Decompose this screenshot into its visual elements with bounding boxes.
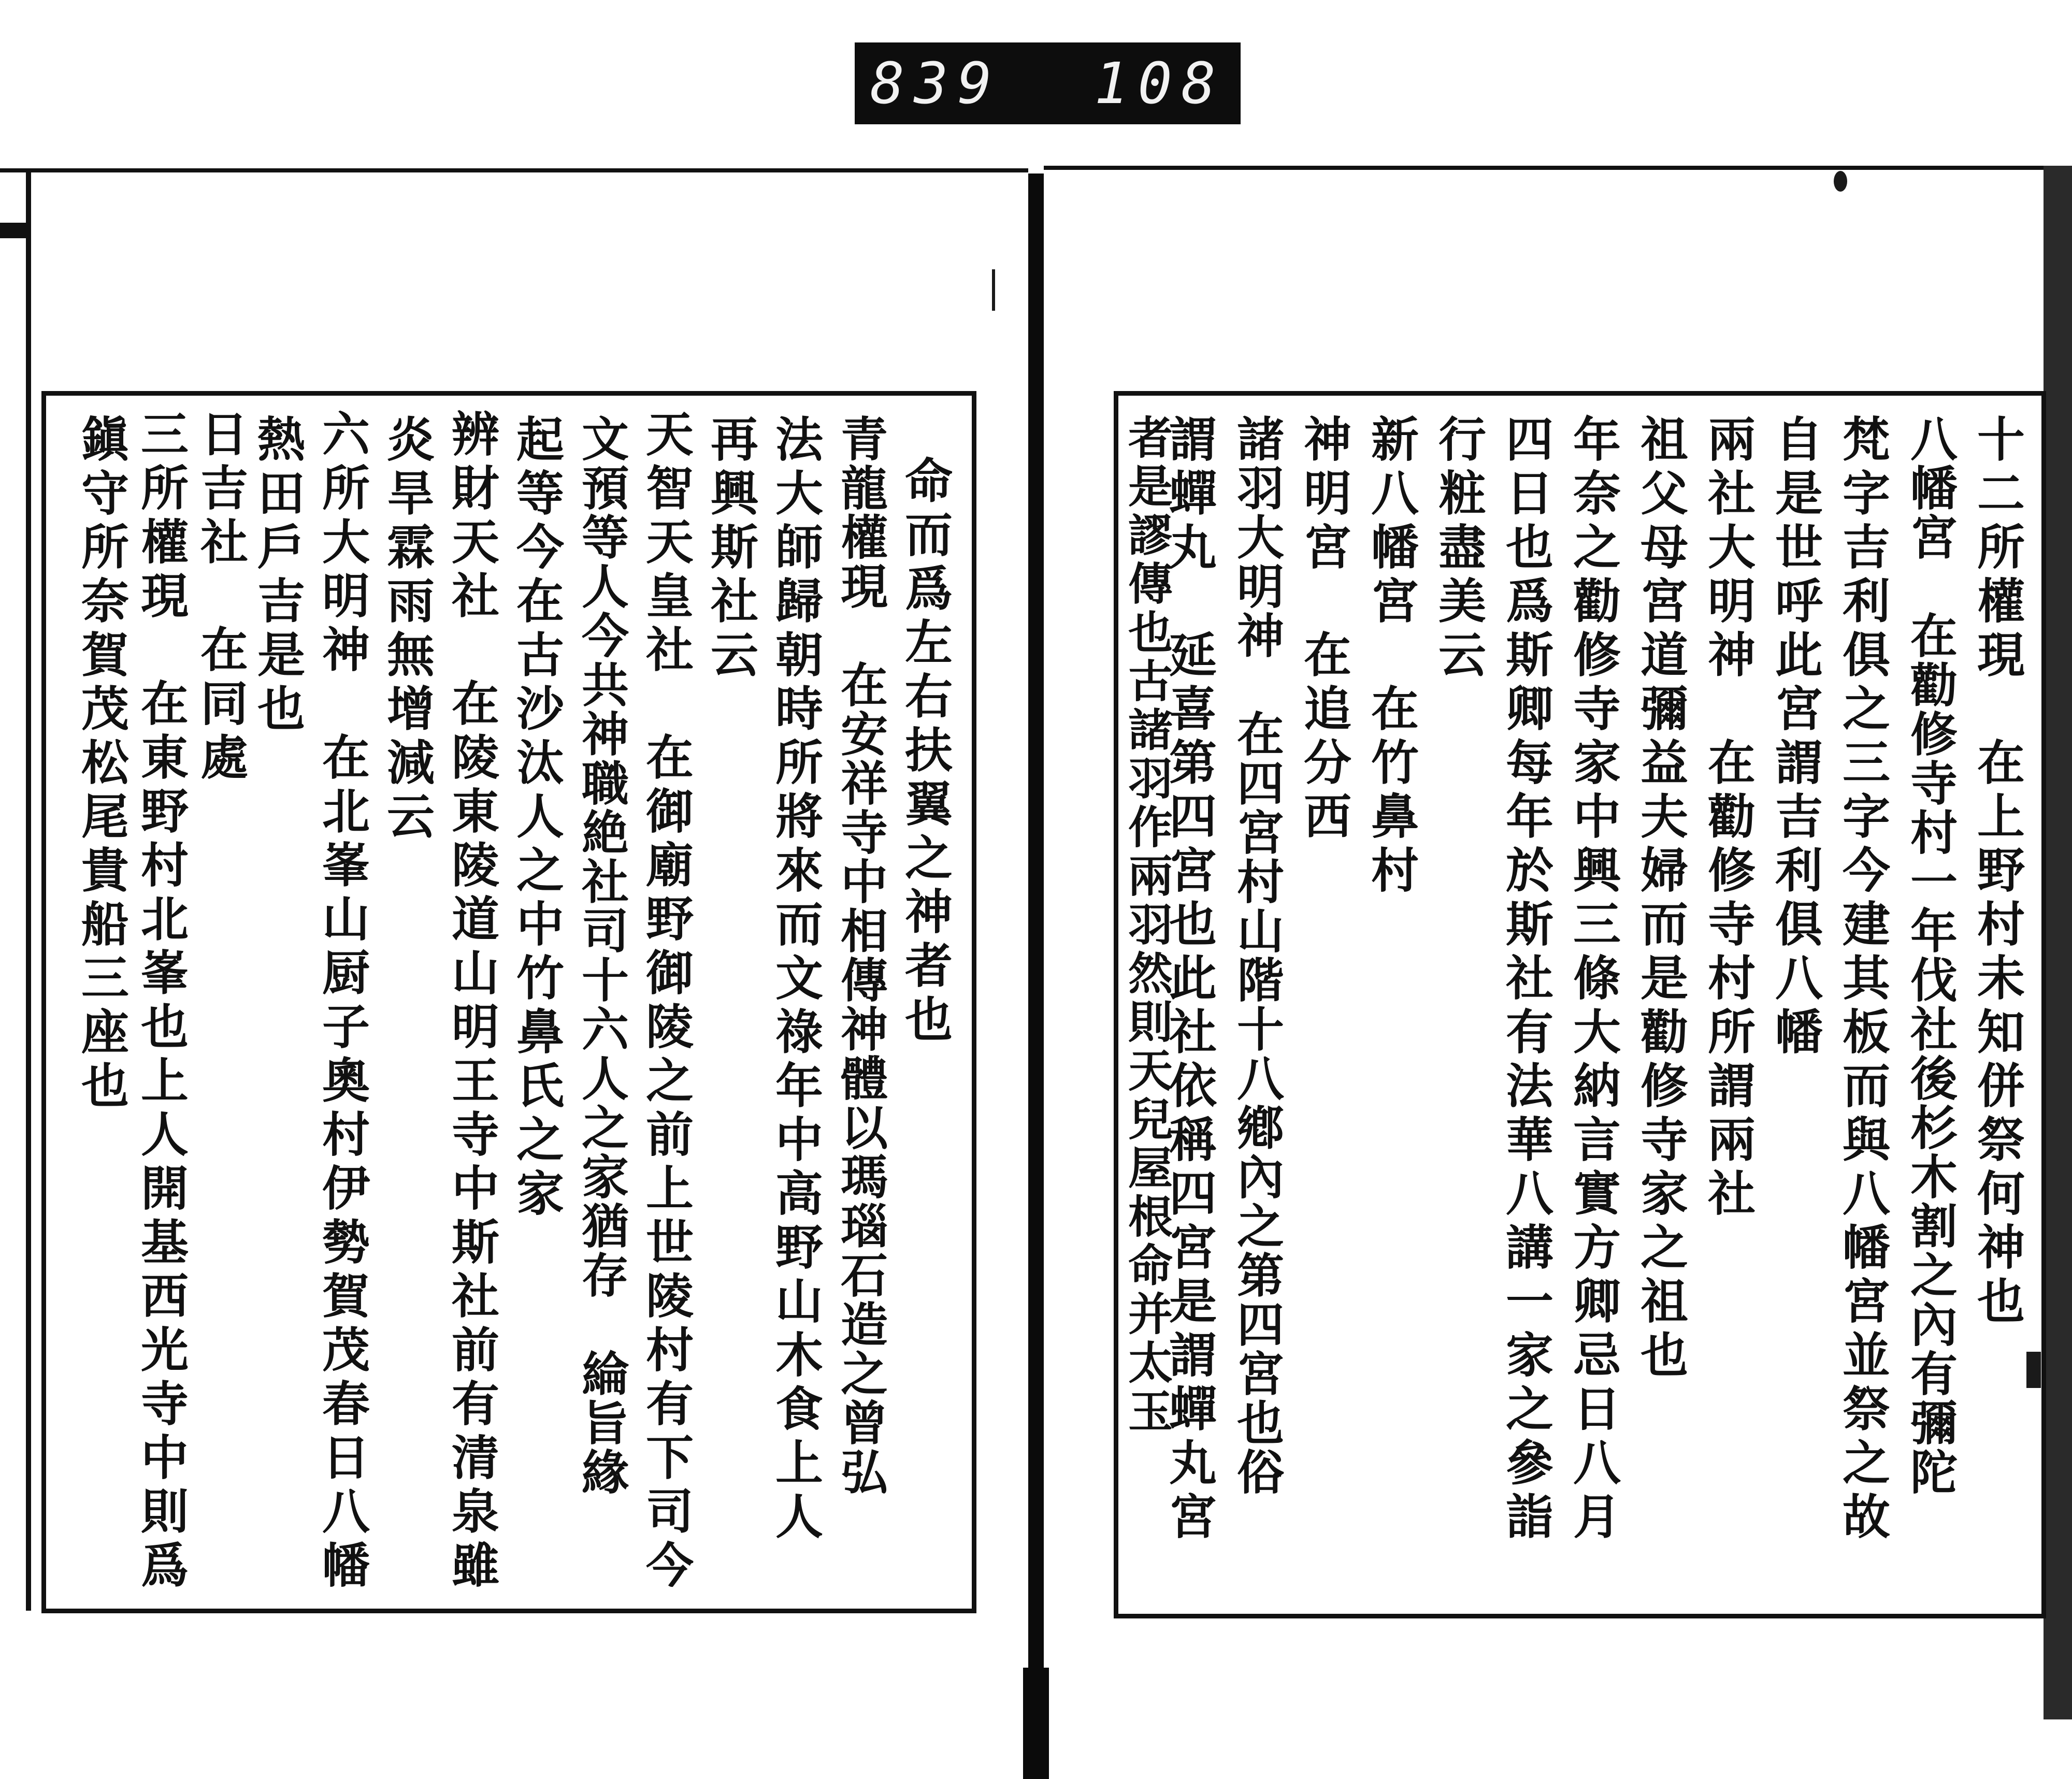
book-spine xyxy=(1028,173,1044,1779)
ink-speck xyxy=(2026,1352,2041,1388)
ink-speck xyxy=(1834,171,1847,192)
text-column: 八幡宮 在勸修寺村一年伐社後杉木割之內有彌陀 xyxy=(1903,414,1958,1497)
text-column: 新八幡宮 在竹鼻村 xyxy=(1363,414,1419,899)
text-column: 四日也爲斯卿每年於斯社有法華八講一家之參詣 xyxy=(1498,414,1554,1545)
text-column: 梵字吉利俱之三字今建其板而與八幡宮並祭之故 xyxy=(1835,414,1891,1545)
text-column: 鎭守所奈賀茂松尾貴船三座也 xyxy=(74,414,130,1115)
text-column: 起等今在古沙汰人之中竹鼻氏之家 xyxy=(509,414,565,1222)
text-column: 祖父母宮道彌益夫婦而是勸修寺家之祖也 xyxy=(1633,414,1689,1384)
spine-foot xyxy=(1023,1668,1049,1779)
text-column: 天智天皇社 在御廟野御陵之前上世陵村有下司今 xyxy=(638,409,694,1594)
text-column: 者是謬傳也古諸羽作兩羽然則天兒屋根命并太玉 xyxy=(1120,414,1173,1437)
archive-label xyxy=(855,42,1241,124)
text-column: 諸羽大明神 在四宮村山階十八鄕內之第四宮也俗 xyxy=(1229,414,1284,1497)
text-column: 六所大明神 在北峯山厨子奧村伊勢賀茂春日八幡 xyxy=(314,409,370,1594)
text-column: 自是世呼此宮謂吉利俱八幡 xyxy=(1767,414,1823,1061)
left-tab-bar xyxy=(0,223,31,238)
text-column: 神明宮 在追分西 xyxy=(1296,414,1352,845)
text-column: 青龍權現 在安祥寺中相傳神體以瑪瑙石造之曾弘 xyxy=(833,414,888,1497)
text-column: 十二所權現 在上野村未知併祭何神也 xyxy=(1969,414,2025,1330)
left-page-top-edge xyxy=(0,168,1028,172)
right-page-top-edge xyxy=(1044,166,2044,170)
archive-number-right: 108 xyxy=(1094,50,1225,117)
text-column: 日吉社 在同處 xyxy=(193,409,249,786)
left-outer-edge xyxy=(26,171,31,1611)
text-column: 命而爲左右扶翼之神者也 xyxy=(897,456,953,1048)
ink-speck xyxy=(992,269,995,311)
text-column: 炎旱霖雨無增減云 xyxy=(379,414,435,845)
text-column: 熱田戶吉是也 xyxy=(250,414,306,737)
text-column: 辨財天社 在陵東陵道山明王寺中斯社前有清泉雖 xyxy=(444,409,500,1594)
right-outer-edge xyxy=(2044,166,2072,1719)
text-column: 三所權現 在東野村北峯也上人開基西光寺中則爲 xyxy=(133,409,189,1594)
text-column: 再興斯社云 xyxy=(703,414,759,684)
archive-number-left: 839 xyxy=(870,50,1001,117)
text-column: 行粧盡美云 xyxy=(1431,414,1487,684)
text-column: 謂蟬丸 延喜第四宮也此社依稱四宮是謂蟬丸宮 xyxy=(1161,414,1217,1545)
text-column: 文預等人今共神職絶社司十六人之家猶存 綸旨緣 xyxy=(574,414,629,1497)
text-column: 法大師歸朝時所將來而文祿年中高野山木食上人 xyxy=(768,414,824,1545)
text-column: 年奈之勸修寺家中興三條大納言實方卿忌日八月 xyxy=(1565,414,1621,1545)
text-column: 兩社大明神 在勸修寺村所謂兩社 xyxy=(1700,414,1756,1222)
